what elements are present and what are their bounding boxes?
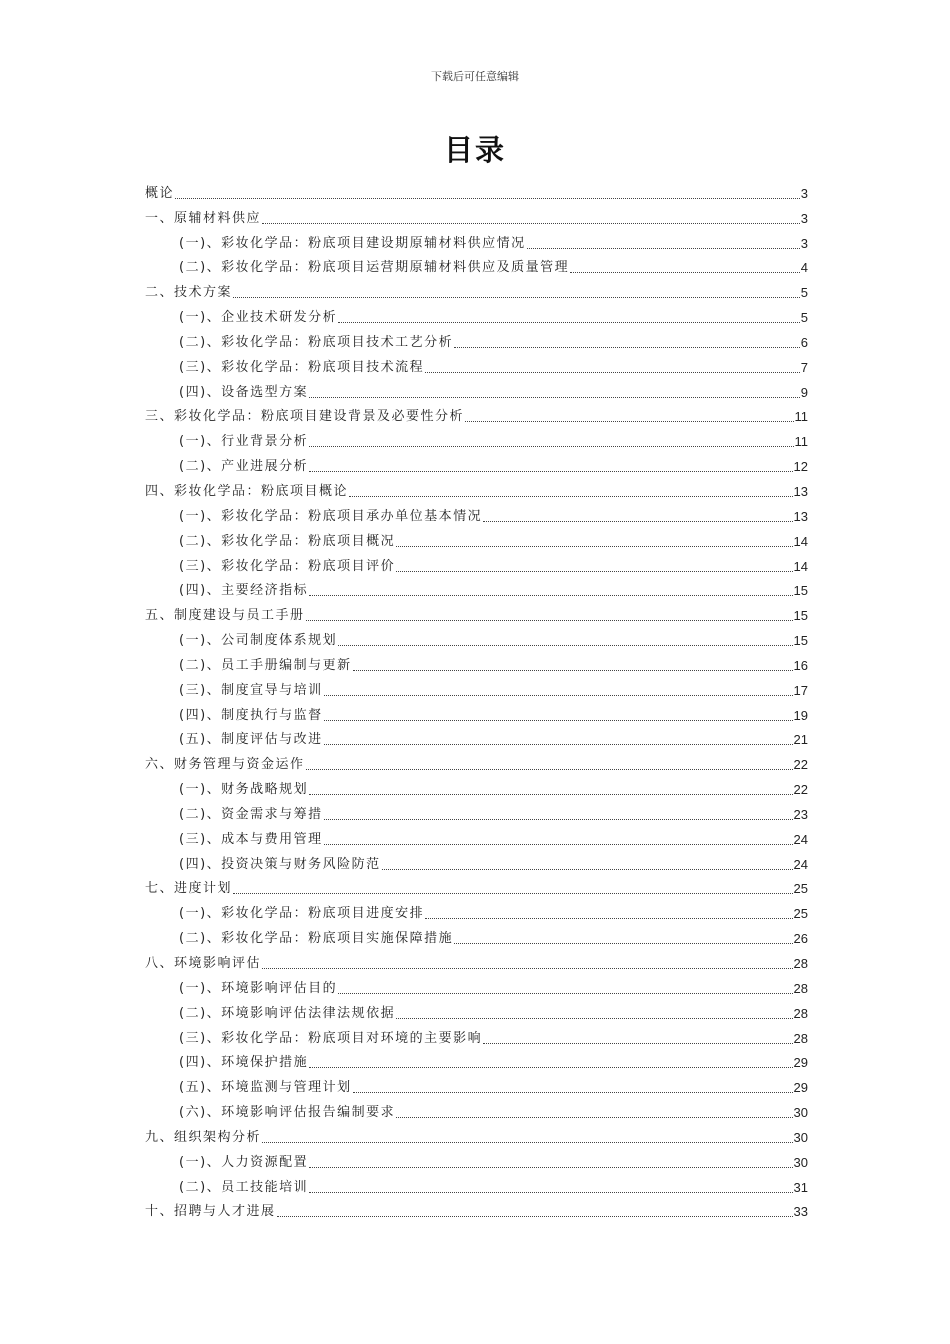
toc-entry[interactable] bbox=[145, 500, 808, 525]
toc-entry[interactable] bbox=[145, 1022, 808, 1047]
toc-dot-leader bbox=[349, 482, 793, 497]
toc-entry[interactable] bbox=[145, 1146, 808, 1171]
toc-entry[interactable] bbox=[145, 326, 808, 351]
toc-entry-label: (一)、行业背景分析 bbox=[179, 434, 309, 450]
toc-dot-leader bbox=[277, 1202, 793, 1217]
toc-entry-page-number: 7 bbox=[800, 359, 808, 375]
toc-entry[interactable] bbox=[145, 351, 808, 376]
toc-dot-leader bbox=[262, 1128, 793, 1143]
toc-entry-page-number: 22 bbox=[793, 757, 808, 773]
toc-entry-page-number: 11 bbox=[794, 409, 808, 425]
toc-dot-leader bbox=[396, 1103, 792, 1118]
toc-entry[interactable] bbox=[145, 525, 808, 550]
toc-entry-label: (五)、环境监测与管理计划 bbox=[179, 1080, 352, 1096]
toc-dot-leader bbox=[233, 283, 800, 298]
toc-entry[interactable] bbox=[145, 376, 808, 401]
toc-entry-label: (三)、彩妆化学品：粉底项目对环境的主要影响 bbox=[179, 1030, 483, 1046]
toc-entry-label: (二)、员工技能培训 bbox=[179, 1179, 309, 1195]
toc-entry-page-number: 15 bbox=[793, 608, 808, 624]
toc-entry-page-number: 28 bbox=[793, 980, 808, 996]
toc-entry[interactable] bbox=[145, 599, 808, 624]
toc-entry-page-number: 30 bbox=[793, 1129, 808, 1145]
toc-entry-label: 概论 bbox=[145, 185, 175, 201]
toc-entry-page-number: 15 bbox=[793, 633, 808, 649]
toc-entry-label: (一)、彩妆化学品：粉底项目建设期原辅材料供应情况 bbox=[179, 235, 526, 251]
table-of-contents bbox=[145, 177, 808, 1220]
toc-dot-leader bbox=[309, 1053, 792, 1068]
toc-entry-label: (二)、彩妆化学品：粉底项目实施保障措施 bbox=[179, 931, 454, 947]
toc-dot-leader bbox=[425, 358, 800, 373]
toc-entry-page-number: 28 bbox=[793, 956, 808, 971]
toc-entry-page-number: 21 bbox=[793, 732, 808, 748]
toc-entry-label: (二)、环境影响评估法律法规依据 bbox=[179, 1005, 396, 1021]
toc-dot-leader bbox=[396, 557, 792, 572]
toc-entry-page-number: 19 bbox=[793, 707, 808, 723]
toc-entry-page-number: 3 bbox=[800, 210, 808, 226]
toc-entry-label: (四)、投资决策与财务风险防范 bbox=[179, 856, 381, 872]
toc-dot-leader bbox=[483, 507, 792, 522]
toc-dot-leader bbox=[353, 656, 793, 671]
toc-dot-leader bbox=[382, 855, 793, 870]
toc-entry-page-number: 29 bbox=[793, 1055, 808, 1071]
toc-dot-leader bbox=[324, 830, 793, 845]
toc-entry[interactable] bbox=[145, 873, 808, 898]
toc-entry[interactable] bbox=[145, 1171, 808, 1196]
toc-entry[interactable] bbox=[145, 177, 808, 202]
toc-entry-page-number: 23 bbox=[793, 806, 808, 822]
toc-entry-label: (一)、彩妆化学品：粉底项目进度安排 bbox=[179, 906, 425, 922]
toc-entry-label: (三)、彩妆化学品：粉底项目技术流程 bbox=[179, 359, 425, 375]
toc-entry-label: (四)、主要经济指标 bbox=[179, 583, 309, 599]
toc-dot-leader bbox=[338, 308, 800, 323]
toc-entry[interactable] bbox=[145, 1121, 808, 1146]
toc-entry-label: 七、进度计划 bbox=[145, 881, 233, 897]
toc-entry-label: 四、彩妆化学品：粉底项目概论 bbox=[145, 483, 349, 499]
toc-entry-label: 六、财务管理与资金运作 bbox=[145, 757, 305, 773]
toc-dot-leader bbox=[309, 780, 792, 795]
toc-entry[interactable] bbox=[145, 450, 808, 475]
toc-entry[interactable] bbox=[145, 301, 808, 326]
toc-dot-leader bbox=[338, 979, 792, 994]
toc-entry-page-number: 5 bbox=[800, 285, 808, 301]
toc-entry[interactable] bbox=[145, 947, 808, 972]
toc-entry-page-number: 25 bbox=[793, 881, 808, 897]
toc-entry[interactable] bbox=[145, 823, 808, 848]
toc-entry[interactable] bbox=[145, 699, 808, 724]
toc-entry-page-number: 12 bbox=[793, 459, 808, 475]
toc-entry-page-number: 33 bbox=[793, 1204, 808, 1220]
toc-entry[interactable] bbox=[145, 401, 808, 426]
toc-entry[interactable] bbox=[145, 848, 808, 873]
toc-dot-leader bbox=[396, 1004, 792, 1019]
toc-entry[interactable] bbox=[145, 575, 808, 600]
toc-entry-label: (二)、彩妆化学品：粉底项目运营期原辅材料供应及质量管理 bbox=[179, 260, 570, 276]
toc-dot-leader bbox=[309, 457, 792, 472]
toc-entry-page-number: 28 bbox=[793, 1005, 808, 1021]
toc-dot-leader bbox=[454, 929, 792, 944]
toc-dot-leader bbox=[570, 258, 800, 273]
toc-entry-page-number: 30 bbox=[793, 1154, 808, 1170]
toc-dot-leader bbox=[262, 209, 800, 224]
toc-entry-label: (一)、彩妆化学品：粉底项目承办单位基本情况 bbox=[179, 508, 483, 524]
toc-dot-leader bbox=[324, 805, 793, 820]
toc-entry[interactable] bbox=[145, 202, 808, 227]
toc-entry[interactable] bbox=[145, 475, 808, 500]
toc-entry-label: 二、技术方案 bbox=[145, 285, 233, 301]
toc-entry-label: (二)、员工手册编制与更新 bbox=[179, 657, 352, 673]
toc-entry-page-number: 3 bbox=[800, 185, 808, 201]
toc-entry[interactable] bbox=[145, 252, 808, 277]
toc-entry-page-number: 15 bbox=[793, 583, 808, 599]
toc-entry[interactable] bbox=[145, 624, 808, 649]
toc-entry-label: 八、环境影响评估 bbox=[145, 956, 262, 971]
toc-entry-label: 五、制度建设与员工手册 bbox=[145, 608, 305, 624]
toc-entry[interactable] bbox=[145, 972, 808, 997]
toc-dot-leader bbox=[324, 706, 793, 721]
toc-entry-label: (三)、彩妆化学品：粉底项目评价 bbox=[179, 558, 396, 574]
toc-entry-page-number: 11 bbox=[794, 434, 808, 450]
toc-entry[interactable] bbox=[145, 922, 808, 947]
toc-entry-page-number: 24 bbox=[793, 856, 808, 872]
toc-entry-label: (一)、公司制度体系规划 bbox=[179, 633, 338, 649]
toc-entry[interactable] bbox=[145, 1047, 808, 1072]
toc-entry-page-number: 13 bbox=[793, 483, 808, 499]
toc-entry[interactable] bbox=[145, 897, 808, 922]
toc-entry-label: 三、彩妆化学品：粉底项目建设背景及必要性分析 bbox=[145, 409, 465, 425]
toc-entry-label: (一)、财务战略规划 bbox=[179, 782, 309, 798]
toc-dot-leader bbox=[233, 879, 793, 894]
toc-entry[interactable] bbox=[145, 1071, 808, 1096]
toc-dot-leader bbox=[338, 631, 792, 646]
page-header-note: 下载后可任意编辑 bbox=[431, 70, 519, 83]
toc-entry-label: (三)、制度宣导与培训 bbox=[179, 682, 323, 698]
toc-entry-page-number: 5 bbox=[800, 310, 808, 326]
toc-entry-label: 九、组织架构分析 bbox=[145, 1129, 262, 1145]
toc-entry-label: 十、招聘与人才进展 bbox=[145, 1204, 276, 1220]
toc-entry-page-number: 4 bbox=[800, 260, 808, 276]
toc-dot-leader bbox=[324, 681, 793, 696]
toc-entry-label: (二)、彩妆化学品：粉底项目技术工艺分析 bbox=[179, 334, 454, 350]
toc-entry-page-number: 22 bbox=[793, 782, 808, 798]
toc-entry-label: (五)、制度评估与改进 bbox=[179, 732, 323, 748]
toc-entry-page-number: 6 bbox=[800, 334, 808, 350]
toc-entry-page-number: 29 bbox=[793, 1080, 808, 1096]
toc-dot-leader bbox=[527, 234, 800, 249]
toc-entry-label: (一)、人力资源配置 bbox=[179, 1154, 309, 1170]
toc-entry-page-number: 3 bbox=[800, 235, 808, 251]
toc-entry-label: (一)、环境影响评估目的 bbox=[179, 980, 338, 996]
toc-dot-leader bbox=[309, 1153, 792, 1168]
toc-entry-page-number: 9 bbox=[800, 384, 808, 400]
toc-entry-page-number: 25 bbox=[793, 906, 808, 922]
toc-entry[interactable] bbox=[145, 674, 808, 699]
toc-dot-leader bbox=[306, 755, 793, 770]
toc-entry-label: (二)、彩妆化学品：粉底项目概况 bbox=[179, 533, 396, 549]
toc-dot-leader bbox=[454, 333, 800, 348]
toc-entry-label: (六)、环境影响评估报告编制要求 bbox=[179, 1105, 396, 1121]
toc-entry-label: (二)、资金需求与筹措 bbox=[179, 806, 323, 822]
toc-entry[interactable] bbox=[145, 649, 808, 674]
toc-dot-leader bbox=[309, 581, 792, 596]
toc-dot-leader bbox=[262, 954, 793, 969]
toc-entry-page-number: 14 bbox=[793, 533, 808, 549]
toc-entry[interactable] bbox=[145, 997, 808, 1022]
toc-dot-leader bbox=[175, 184, 800, 199]
toc-dot-leader bbox=[309, 383, 800, 398]
toc-entry-label: (四)、设备选型方案 bbox=[179, 384, 309, 400]
toc-dot-leader bbox=[483, 1029, 792, 1044]
toc-entry-label: (一)、企业技术研发分析 bbox=[179, 310, 338, 326]
toc-entry-page-number: 17 bbox=[793, 682, 808, 698]
toc-entry-page-number: 16 bbox=[793, 657, 808, 673]
toc-entry-page-number: 31 bbox=[793, 1179, 808, 1195]
toc-dot-leader bbox=[324, 730, 793, 745]
toc-entry[interactable] bbox=[145, 276, 808, 301]
toc-entry[interactable] bbox=[145, 1196, 808, 1221]
toc-entry[interactable] bbox=[145, 1096, 808, 1121]
toc-entry-label: (三)、成本与费用管理 bbox=[179, 831, 323, 847]
toc-dot-leader bbox=[309, 432, 793, 447]
toc-dot-leader bbox=[465, 407, 793, 422]
toc-dot-leader bbox=[309, 1178, 792, 1193]
toc-dot-leader bbox=[396, 532, 792, 547]
toc-entry[interactable] bbox=[145, 227, 808, 252]
toc-entry-page-number: 14 bbox=[793, 558, 808, 574]
toc-entry-label: 一、原辅材料供应 bbox=[145, 210, 262, 226]
toc-entry-page-number: 30 bbox=[793, 1105, 808, 1121]
toc-entry-page-number: 28 bbox=[793, 1030, 808, 1046]
toc-entry-page-number: 26 bbox=[793, 931, 808, 947]
toc-entry-label: (四)、环境保护措施 bbox=[179, 1055, 309, 1071]
toc-title: 目录 bbox=[443, 133, 506, 167]
toc-entry[interactable] bbox=[145, 773, 808, 798]
toc-entry-label: (二)、产业进展分析 bbox=[179, 459, 309, 475]
toc-entry[interactable] bbox=[145, 798, 808, 823]
toc-dot-leader bbox=[306, 606, 793, 621]
toc-entry-page-number: 13 bbox=[793, 508, 808, 524]
toc-entry[interactable] bbox=[145, 724, 808, 749]
toc-entry-page-number: 24 bbox=[793, 831, 808, 847]
toc-entry[interactable] bbox=[145, 550, 808, 575]
toc-entry-label: (四)、制度执行与监督 bbox=[179, 707, 323, 723]
toc-entry[interactable] bbox=[145, 748, 808, 773]
toc-dot-leader bbox=[353, 1078, 793, 1093]
toc-entry[interactable] bbox=[145, 425, 808, 450]
toc-dot-leader bbox=[425, 904, 792, 919]
